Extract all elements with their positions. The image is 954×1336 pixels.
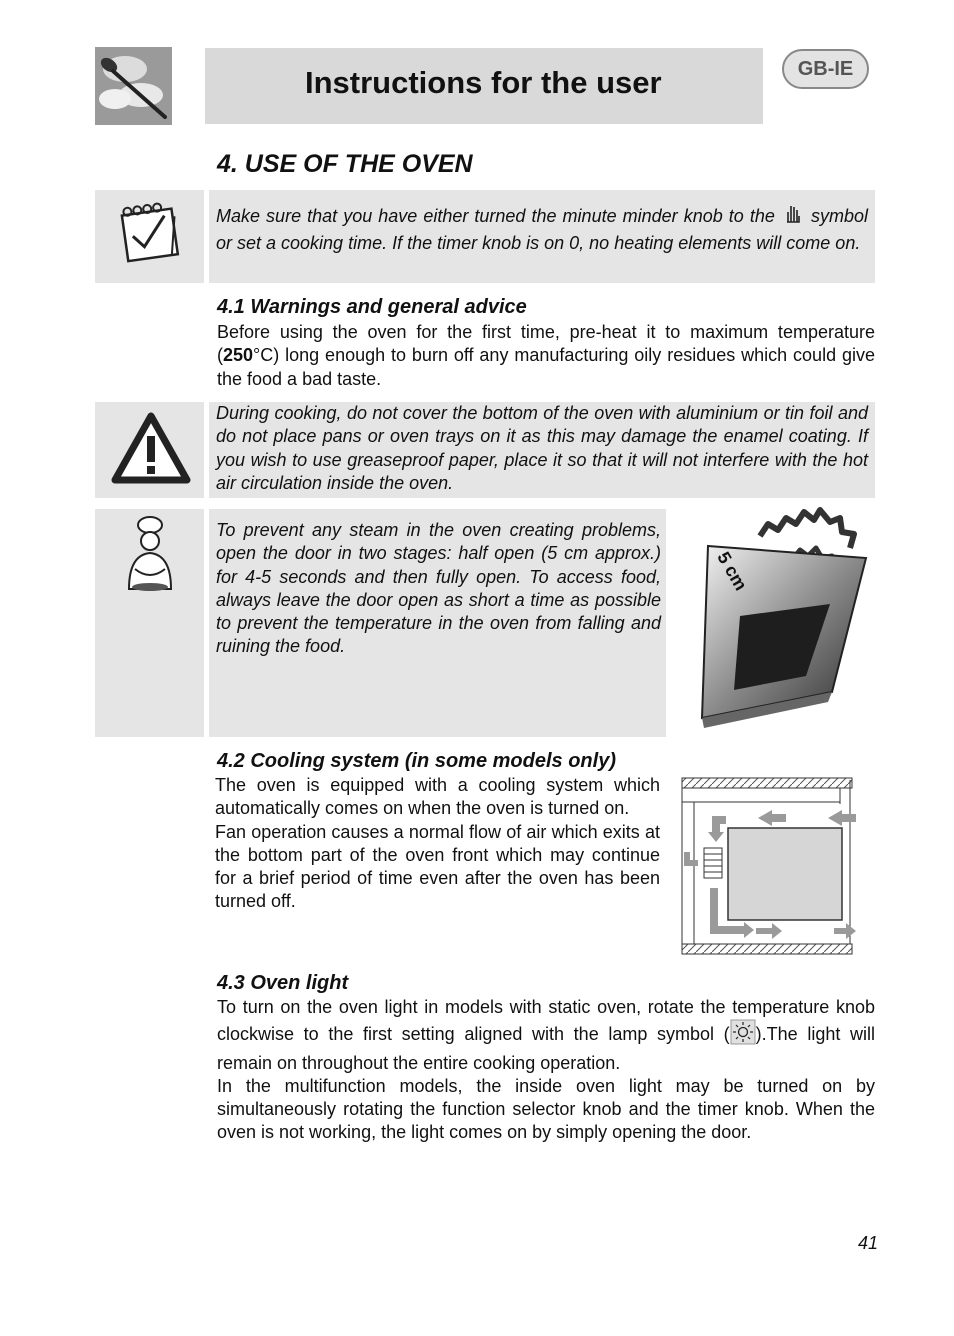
page-number: 41 (858, 1233, 879, 1253)
cooling-title: 4.2 Cooling system (in some models only) (217, 750, 616, 772)
light-para-1-a: To turn on the oven light in models with static oven, rotate the temperature knob clockwise to the first setting aligned with the lamp symbol ( (217, 997, 875, 1045)
section-title: 4. USE OF THE OVEN (217, 150, 473, 178)
light-para-2: In the multifunction models, the inside oven light may be turned on by simultaneously rotating the function selector knob and the timer knob. When the oven is not working, the light comes on by simply opening the door. (217, 1075, 875, 1143)
light-text (217, 996, 875, 1145)
warnings-title: 4.1 Warnings and general advice (217, 296, 527, 318)
cooling-diagram (680, 776, 875, 956)
warning-triangle-icon (95, 402, 204, 498)
cooling-para-2: Fan operation causes a normal flow of air which exits at the bottom part of the oven front which may continue for a brief period of time even after the oven has been turned off. (215, 821, 660, 912)
notepad-check-icon (95, 190, 204, 283)
steam-text: To prevent any steam in the oven creating problems, open the door in two stages: half open (5 cm approx.) for 4-5 seconds and then fully open. To access food, always leave the door open as short a time as possible to prevent the temperature in the oven from falling and ruining the food. (216, 520, 661, 657)
note-icon-cell (95, 190, 204, 283)
oven-door-illustration (680, 506, 875, 738)
warnings-text-a: Before using the oven for the first time, pre-heat it to maximum temperature ( (217, 322, 875, 366)
door-gap-label: 5 cm (713, 548, 752, 594)
light-title: 4.3 Oven light (217, 972, 349, 994)
spoon-chef-hat-icon (95, 47, 172, 125)
light-para-1-b: ).The light will remain on throughout the entire cooking operation. (217, 1024, 875, 1073)
caution-icon-cell (95, 402, 204, 498)
caution-text: During cooking, do not cover the bottom of the oven with aluminium or tin foil and do not place pans or oven trays on it as this may damage the enamel coating. If you wish to use greaseproof paper, place it so that it will not interfere with the hot air circulation inside the oven. (216, 403, 868, 493)
chef-icon-cell (95, 509, 204, 737)
timer-note-text-a: Make sure that you have either turned the minute minder knob to the (216, 205, 775, 226)
language-badge: GB-IE (782, 49, 869, 89)
chef-icon (95, 509, 204, 609)
warnings-text (217, 321, 875, 391)
cooling-para-1: The oven is equipped with a cooling system which automatically comes on when the oven is turned on. (215, 775, 660, 819)
header-title: Instructions for the user (305, 65, 662, 100)
warnings-text-b: °C) long enough to burn off any manufacturing oily residues which could give the food a bad taste. (217, 345, 875, 389)
lamp-icon (730, 1019, 756, 1051)
warnings-temp: 250 (223, 345, 254, 366)
timer-note-cell (209, 190, 875, 283)
steam-note-cell (209, 509, 666, 737)
timer-note-text-b: symbol or set a cooking time. If the timer knob is on 0, no heating elements will come on. (216, 205, 868, 254)
hand-icon (781, 202, 805, 232)
caution-note-cell (209, 402, 875, 498)
chef-logo (95, 47, 172, 125)
cooling-text (215, 774, 660, 914)
light-para-1 (217, 996, 875, 1075)
timer-note-text (216, 202, 868, 256)
